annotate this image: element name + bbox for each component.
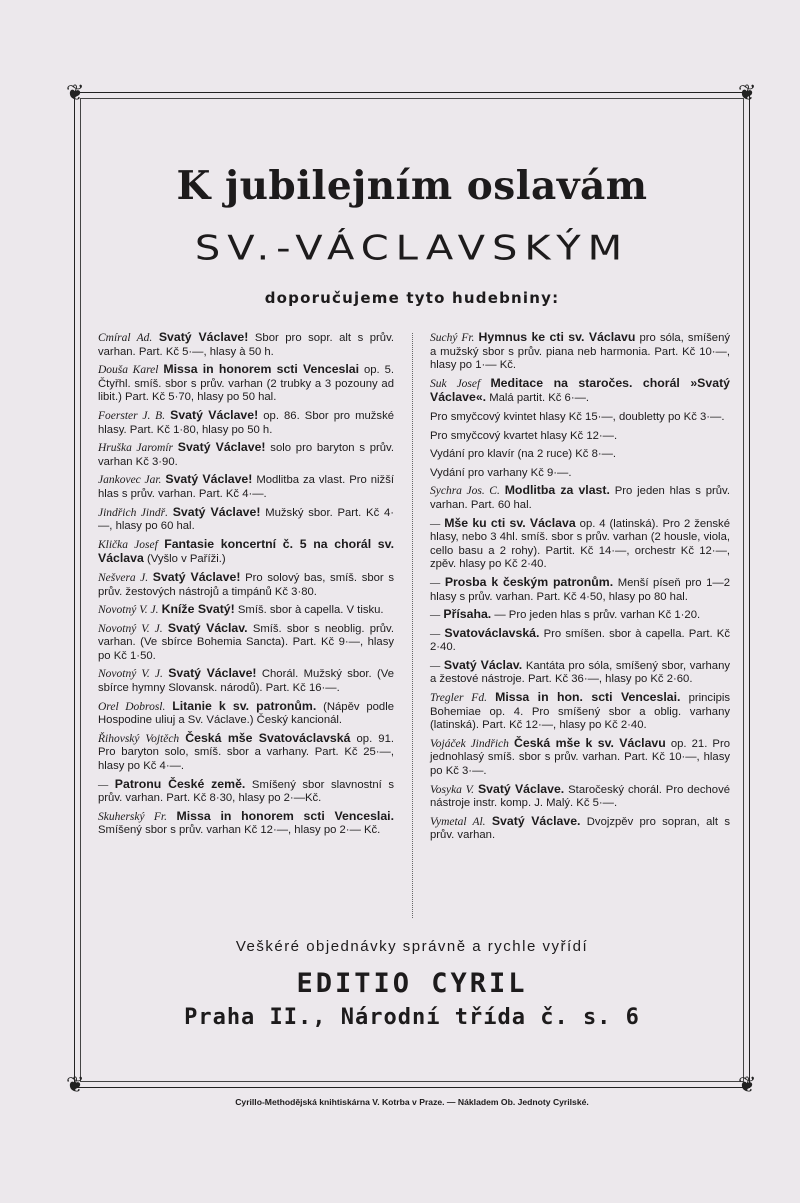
entry-work: Prosba k českým patronům. [444,574,614,589]
entry-text: op. 4 (latinská). Pro 2 ženské hlasy, nebo 3 4hl. smíš. sbor s prův. varhan (2 housle, viola, cello basu a 2 rohy). Partit. Kč 14·—, orchestr Kč 12·—, zpěv. hlasy po Kč 2·40. [430,517,730,571]
entry-text: Pro jeden hlas s prův. varhan. Part. 60 hal. [430,485,730,511]
list-item [98,778,394,806]
entry-work: Svatý Václave. [491,813,581,828]
entry-text: Smíš. sbor à capella. V tisku. [237,604,384,617]
entry-author: Suk Josef [430,377,481,390]
entry-text: Smíšený sbor slavnostní s prův. varhan. Part. Kč 8·30, hlasy po 2·—Kč. [98,778,395,805]
entry-work: Česká mše Svatováclavská [185,730,351,745]
list-item [98,363,394,405]
list-item [430,429,730,444]
corner-ornament-top-left: ❦ [66,81,85,106]
entry-work: Missa in hon. scti Venceslai. [495,690,681,705]
entry-author: — [430,627,441,640]
list-item [430,608,730,623]
entry-work: Patronu České země. [114,776,246,791]
entry-work: Přísaha. [443,607,492,622]
list-item [430,576,730,604]
entry-author: Jindřich Jindř. [98,506,168,519]
entry-text: Mužský sbor. Part. Kč 4·—, hlasy po 60 hal. [98,506,395,533]
entry-text: Smíšený sbor s prův. varhan Kč 12·—, hlasy po 2·— Kč. [98,824,381,837]
corner-ornament-bottom-left: ❦ [66,1073,85,1098]
entry-text: Smíš. sbor s neoblig. prův. varhan. (Ve sbírce Bohemia Sancta). Part. Kč 9·—, hlasy po Kč 1·50. [98,622,394,662]
entry-author: Novotný V. J. [98,668,163,681]
list-item [98,473,394,501]
entry-text: Menší píseň pro 1—2 hlasy s prův. varhan. Part. Kč 4·50, hlasy po 80 hal. [430,576,730,603]
entry-author: Vosyka V. [430,783,475,796]
entry-author: Suchý Fr. [430,332,475,344]
page-subtitle: doporučujeme tyto hudebniny: [264,289,560,307]
entry-text: Sbor pro sopr. alt s prův. varhan. Part. Kč 5·—, hlasy à 50 h. [98,332,395,358]
entry-author: — [98,778,109,791]
entry-text: Pro solový bas, smíš. sbor s prův. žestových nástrojů a timpánů Kč 3·80. [98,571,394,598]
entry-work: Missa in honorem scti Venceslai [163,362,360,377]
entry-author: Klička Josef [98,538,158,551]
entry-work: Svatý Václave! [168,666,257,681]
entry-author: Foerster J. B. [98,409,166,422]
list-item [98,409,394,437]
entry-text: op. 21. Pro jednohlasý smíš. sbor s prův. varhan. Part. Kč 10·—, hlasy po Kč 3·—. [430,737,730,778]
entry-text: Malá partit. Kč 6·—. [489,392,590,405]
entry-author: Sychra Jos. C. [430,485,500,498]
entry-author: Tregler Fd. [430,692,487,705]
entry-text: Chorál. Mužský sbor. (Ve sbírce hymny Slovansk. národů). Part. Kč 16·—. [98,668,394,695]
entry-text: (Vyšlo v Paříži.) [146,553,226,566]
entry-author: Skuherský Fr. [98,810,167,823]
list-item [430,737,730,779]
entry-author: Novotný V. J. [98,604,159,617]
entry-text: Kantáta pro sóla, smíšený sbor, varhany a žestové nástroje. Part. Kč 36·—, hlasy po Kč 2·60. [430,659,730,686]
entry-text: Dvojzpěv pro sopran, alt s prův. varhan. [430,815,730,842]
publisher-address: Praha II., Národní třída č. s. 6 [184,1005,640,1030]
list-item [98,506,394,534]
page-title: K jubilejním oslavám [176,163,648,209]
entry-text: (Nápěv podle Hospodine uliuj a Sv. Václave.) Český kancionál. [98,700,394,727]
list-item [430,484,730,512]
list-item [98,732,394,774]
entry-work: Kníže Svatý! [161,602,235,617]
entry-work: Svatý Václave! [165,472,253,487]
entry-author: — [430,609,441,622]
entry-work: Modlitba za vlast. [504,483,610,498]
entry-text: op. 5. Čtyřhl. smíš. sbor s prův. varhan (2 trubky a 3 pozouny ad libit.) Part. Kč 5·70, hlasy po 50 hal. [98,364,394,404]
entry-work: Svatý Václave! [170,407,259,422]
list-item [430,815,730,843]
column-divider [412,333,413,918]
entry-text: — Pro jeden hlas s prův. varhan Kč 1·20. [494,609,701,622]
entry-work: Svatý Václav. [443,657,523,672]
entry-work: Česká mše k sv. Václavu [513,735,666,750]
entry-work: Svatý Václave! [158,330,249,344]
entry-author: Nešvera J. [98,571,149,584]
entry-author: Novotný V. J. [98,622,163,635]
entry-text: Pro smyčcový kvartet hlasy Kč 12·—. [430,429,618,442]
left-column-list [98,331,394,842]
list-item [98,603,394,618]
list-item [98,571,394,599]
entry-author: Vojáček Jindřich [430,737,509,750]
list-item [430,517,730,572]
entry-text: Staročeský chorál. Pro dechové nástroje instr. komp. J. Malý. Kč 5·—. [430,783,730,810]
list-item [98,667,394,695]
entry-work: Litanie k sv. patronům. [172,698,317,713]
entry-author: Douša Karel [98,364,159,377]
entry-author: Cmíral Ad. [98,332,153,344]
entry-text: Modlitba za vlast. Pro nižší hlas s prův. varhan. Part. Kč 4·—. [98,474,394,500]
entry-work: Svatováclavská. [444,625,540,640]
entry-work: Svatý Václave! [152,569,241,584]
entry-author: Orel Dobrosl. [98,700,166,713]
entry-text: pro sóla, smíšený a mužský sbor s prův. piana neb harmonia. Part. Kč 10·—, hlasy po 1·— Kč. [430,332,730,372]
orders-note: Veškéré objednávky správně a rychle vyřídí [235,938,589,955]
entry-work: Missa in honorem scti Venceslai. [176,808,395,823]
entry-text: Vydání pro varhany Kč 9·—. [430,466,572,479]
entry-author: Řihovský Vojtěch [98,732,180,745]
entry-work: Fantasie koncertní č. 5 na chorál sv. Václava [98,536,394,566]
list-item [430,691,730,733]
entry-author: Hruška Jaromír [98,442,173,455]
entry-author: — [430,517,441,530]
entry-work: Mše ku cti sv. Václava [444,515,576,530]
entry-author: — [430,659,441,672]
list-item [430,659,730,687]
list-item [430,410,730,425]
entry-text: Pro smíšen. sbor à capella. Part. Kč 2·40. [430,627,730,654]
list-item [430,466,730,481]
entry-text: principis Bohemiae op. 4. Pro smíšený sbor a oblig. varhany (latinská). Part. Kč 12·—, hlasy po Kč 2·40. [430,692,731,732]
list-item [98,441,394,469]
list-item [430,331,730,373]
entry-text: Vydání pro klavír (na 2 ruce) Kč 8·—. [430,448,617,461]
printer-imprint: Cyrillo-Methodějská knihtiskárna V. Kotrba v Praze. — Nákladem Ob. Jednoty Cyrilské. [235,1097,589,1107]
publisher-name: EDITIO CYRIL [296,968,528,999]
entry-work: Svatý Václav. [167,620,248,635]
entry-text: solo pro baryton s prův. varhan Kč 3·90. [98,442,394,468]
list-item [98,622,394,664]
list-item [430,627,730,655]
entry-author: Vymetal Al. [430,815,486,828]
list-item [98,538,394,567]
entry-work: Meditace na staročes. chorál »Svatý Václave«. [430,375,730,405]
entry-work: Svatý Václave! [172,504,261,519]
corner-ornament-bottom-right: ❦ [738,1073,757,1098]
page-title-line2: SV.-VÁCLAVSKÝM [194,229,630,269]
entry-work: Svatý Václave. [477,781,565,796]
entry-text: Pro smyčcový kvintet hlasy Kč 15·—, doubletty po Kč 3·—. [430,410,725,423]
list-item [430,447,730,462]
entry-author: Jankovec Jar. [98,474,162,487]
entry-work: Hymnus ke cti sv. Václavu [478,330,636,344]
list-item [430,377,730,406]
entry-text: op. 91. Pro baryton solo, smíš. sbor a varhany. Part. Kč 25·—, hlasy po Kč 4·—. [98,732,394,773]
list-item [98,331,394,359]
right-column-list [430,331,730,847]
corner-ornament-top-right: ❦ [738,81,757,106]
entry-work: Svatý Václave! [177,440,266,455]
entry-author: — [430,576,441,589]
entry-text: op. 86. Sbor pro mužské hlasy. Part. Kč 1·80, hlasy po 50 h. [98,409,395,436]
list-item [98,810,394,838]
list-item [98,700,394,728]
list-item [430,783,730,811]
